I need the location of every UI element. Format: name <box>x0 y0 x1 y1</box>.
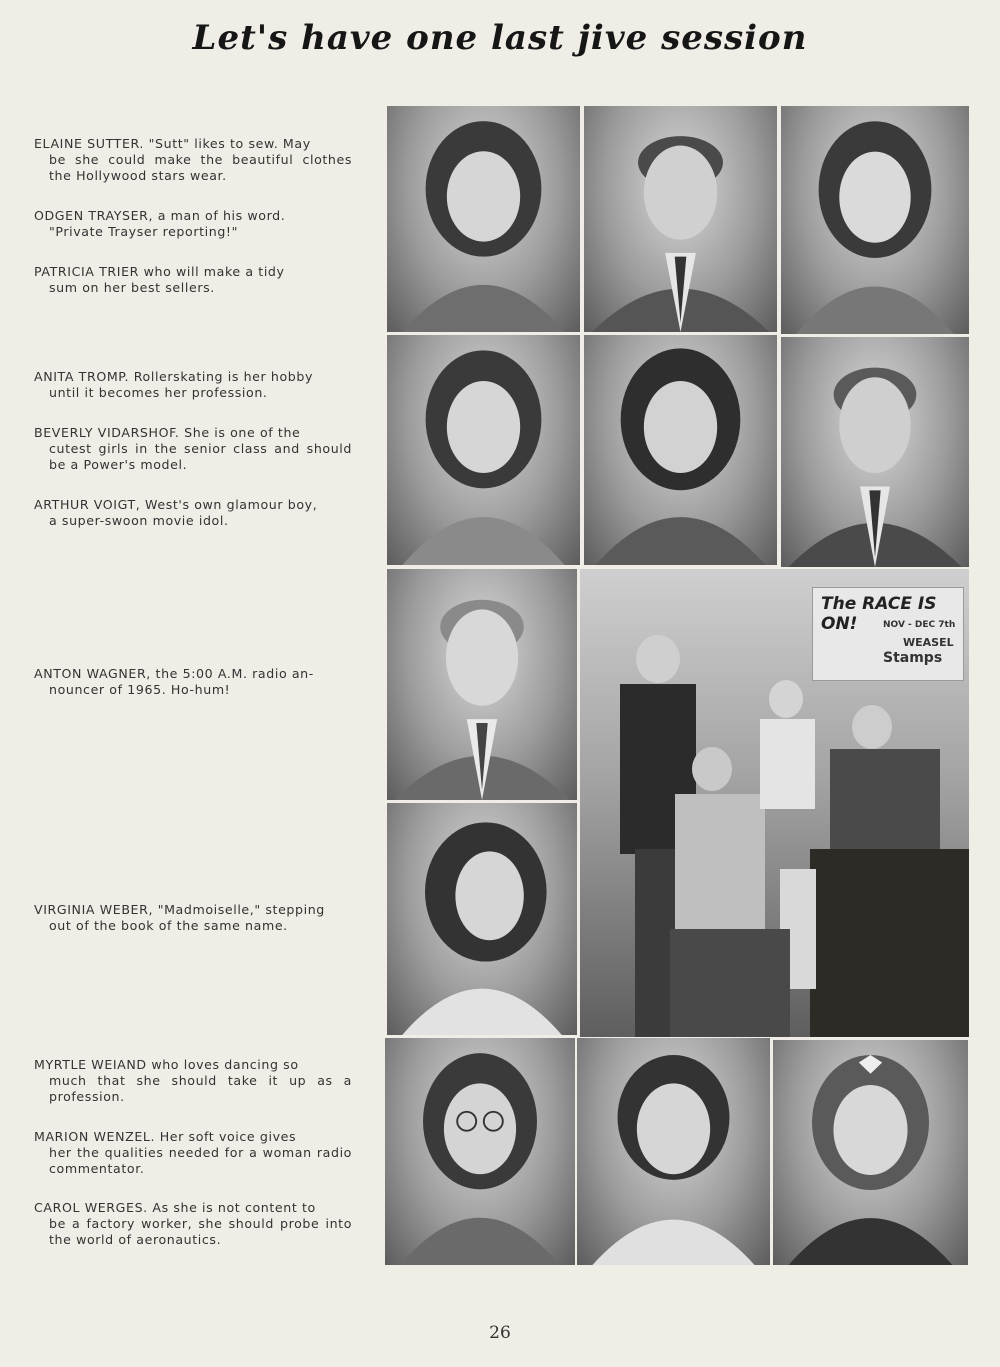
caption-text-first: As she is not content to <box>152 1200 316 1215</box>
portrait-odgen-trayser <box>584 106 777 332</box>
poster-weasel: WEASEL <box>903 636 954 649</box>
caption-text-first: She is one of the <box>184 425 301 440</box>
caption-name: ODGEN TRAYSER, <box>34 208 154 223</box>
caption-text-rest: "Private Trayser reporting!" <box>49 224 238 239</box>
caption-name: MYRTLE WEIAND <box>34 1057 147 1072</box>
caption-text-first: a man of his word. <box>157 208 286 223</box>
caption-virginia-weber <box>34 902 352 934</box>
caption-name: CAROL WERGES. <box>34 1200 148 1215</box>
caption-beverly-vidarshof <box>34 425 352 473</box>
caption-text-first: West's own glamour boy, <box>145 497 318 512</box>
portrait-arthur-voigt <box>781 337 969 567</box>
poster-headline: The RACE IS ON! <box>821 594 937 634</box>
race-is-on-poster <box>812 587 964 681</box>
caption-name: ANITA TROMP. <box>34 369 130 384</box>
caption-text-rest: much that she should take it up as a profession. <box>49 1073 352 1104</box>
portrait-myrtle-weiand <box>385 1038 575 1265</box>
caption-text-rest: be she could make the beautiful clothes the Hollywood stars wear. <box>49 152 352 183</box>
caption-name: PATRICIA TRIER <box>34 264 139 279</box>
caption-name: VIRGINIA WEBER, <box>34 902 154 917</box>
caption-text-rest: sum on her best sellers. <box>49 280 215 295</box>
caption-name: ELAINE SUTTER. <box>34 136 145 151</box>
portrait-anton-wagner <box>387 569 577 800</box>
caption-text-rest: out of the book of the same name. <box>49 918 288 933</box>
caption-anita-tromp <box>34 369 352 401</box>
portrait-marion-wenzel <box>577 1038 770 1265</box>
caption-myrtle-weiand <box>34 1057 352 1105</box>
caption-text-rest: cutest girls in the senior class and should be a Power's model. <box>49 441 352 472</box>
caption-text-rest: a super-swoon movie idol. <box>49 513 229 528</box>
portrait-elaine-sutter <box>387 106 580 332</box>
page-title: Let's have one last jive session <box>192 18 808 58</box>
portrait-carol-werges <box>773 1040 968 1265</box>
caption-marion-wenzel <box>34 1129 352 1177</box>
caption-name: ARTHUR VOIGT, <box>34 497 141 512</box>
caption-carol-werges <box>34 1200 352 1248</box>
caption-elaine-sutter <box>34 136 352 184</box>
portrait-beverly-vidarshof <box>584 335 777 565</box>
caption-text-first: the 5:00 A.M. radio an- <box>155 666 314 681</box>
caption-name: MARION WENZEL. <box>34 1129 156 1144</box>
caption-text-rest: nouncer of 1965. Ho-hum! <box>49 682 231 697</box>
group-photo-piano <box>580 569 969 1037</box>
portrait-virginia-weber <box>387 803 577 1035</box>
caption-text-first: who loves dancing so <box>151 1057 299 1072</box>
caption-text-first: Her soft voice gives <box>159 1129 297 1144</box>
caption-anton-wagner <box>34 666 352 698</box>
poster-dates: NOV - DEC 7th <box>883 620 956 630</box>
portrait-anita-tromp <box>387 335 580 565</box>
caption-name: BEVERLY VIDARSHOF. <box>34 425 180 440</box>
caption-text-first: "Madmoiselle," stepping <box>157 902 325 917</box>
caption-text-first: "Sutt" likes to sew. May <box>148 136 311 151</box>
caption-text-rest: be a factory worker, she should probe into the world of aeronautics. <box>49 1216 352 1247</box>
caption-arthur-voigt <box>34 497 352 529</box>
caption-odgen-trayser <box>34 208 352 240</box>
caption-text-rest: until it becomes her profession. <box>49 385 268 400</box>
caption-text-rest: her the qualities needed for a woman radio commentator. <box>49 1145 352 1176</box>
caption-name: ANTON WAGNER, <box>34 666 151 681</box>
poster-stamps: Stamps <box>883 650 943 666</box>
caption-patricia-trier <box>34 264 352 296</box>
portrait-patricia-trier <box>781 106 969 334</box>
caption-text-first: who will make a tidy <box>143 264 285 279</box>
page-number: 26 <box>489 1323 511 1343</box>
caption-text-first: Rollerskating is her hobby <box>133 369 314 384</box>
